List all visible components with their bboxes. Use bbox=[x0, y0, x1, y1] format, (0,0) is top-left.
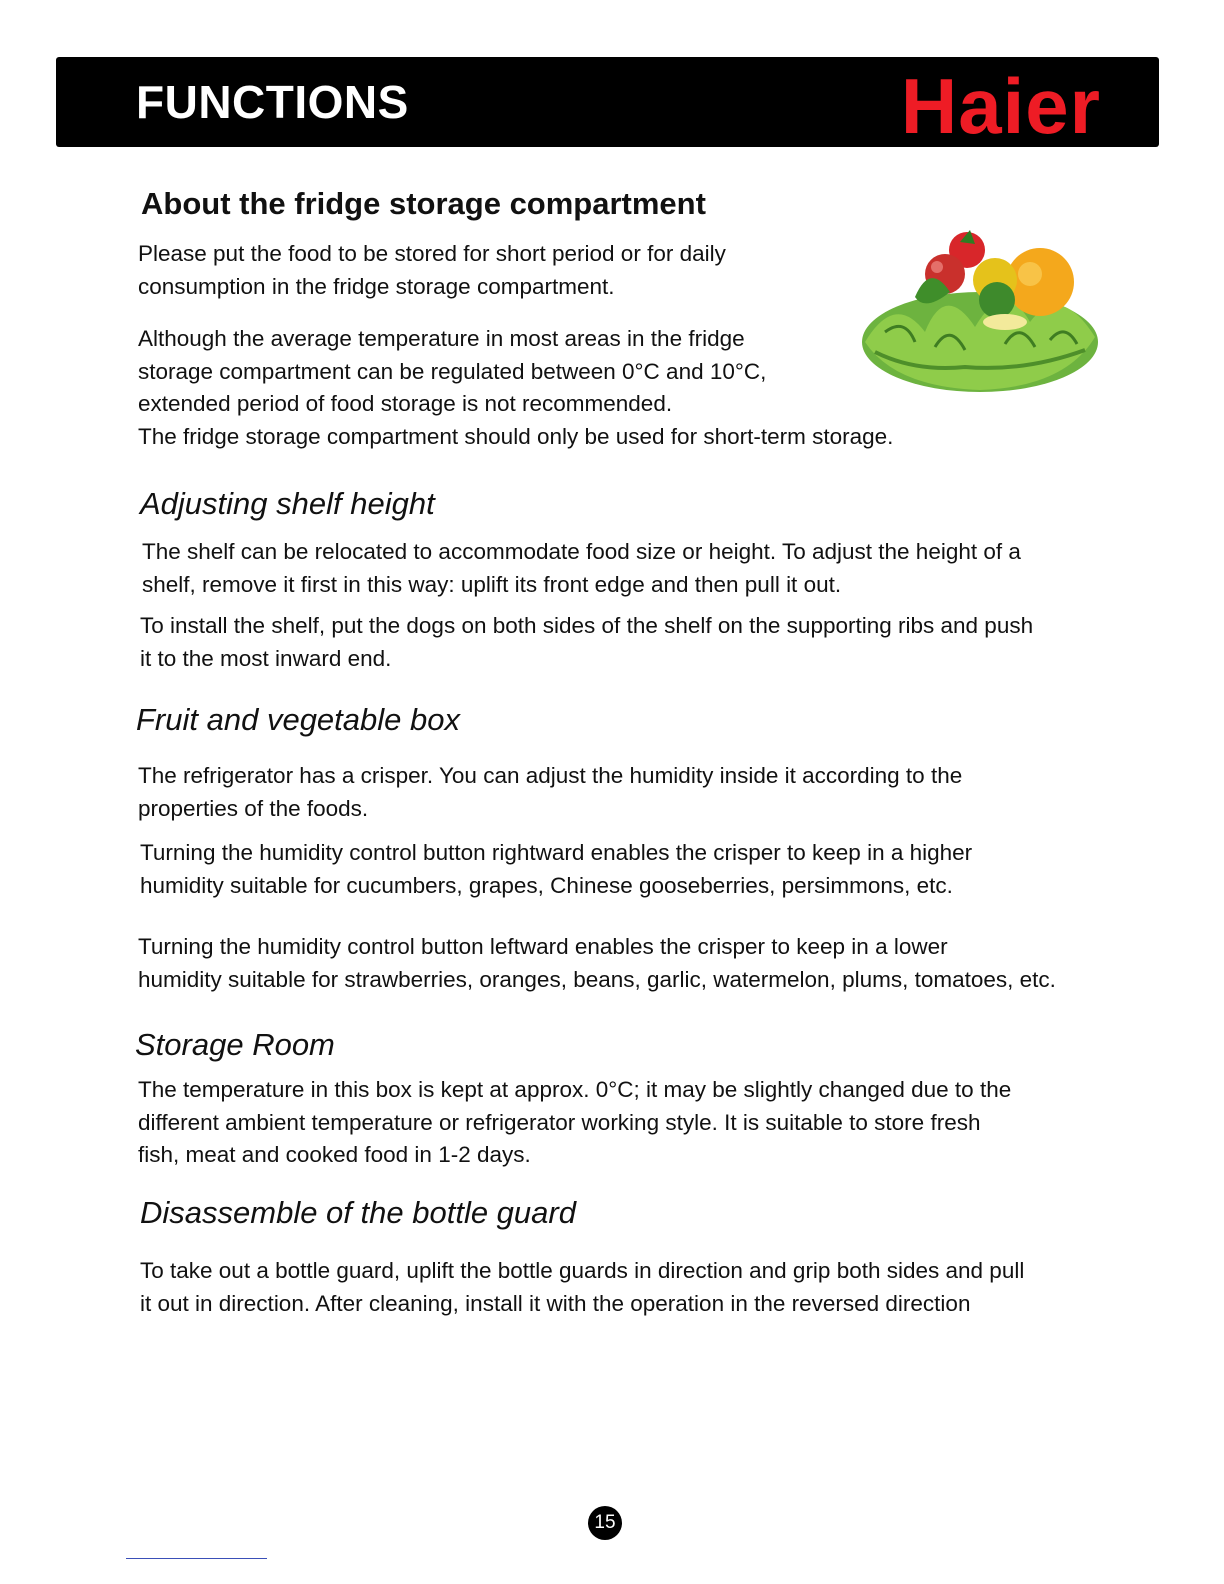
vegetables-illustration bbox=[855, 222, 1105, 398]
storage-paragraph-1: The temperature in this box is kept at approx. 0°C; it may be slightly changed due to the different ambient temperature or refrigerator working style. It is suitable to store fresh fish, meat and cooked food in 1-2 days. bbox=[138, 1077, 1012, 1167]
crisper-paragraph-1: The refrigerator has a crisper. You can adjust the humidity inside it according to the properties of the foods. bbox=[138, 763, 963, 821]
brand-logo: Haier bbox=[900, 62, 1101, 150]
section-heading-crisper: Fruit and vegetable box bbox=[136, 702, 460, 737]
crisper-paragraph-2: Turning the humidity control button rightward enables the crisper to keep in a higher humidity suitable for cucumbers, grapes, Chinese gooseberries, persimmons, etc. bbox=[140, 840, 973, 898]
section-heading-fridge: About the fridge storage compartment bbox=[141, 186, 706, 221]
shelf-paragraph-1: The shelf can be relocated to accommodate food size or height. To adjust the height of a shelf, remove it first in this way: uplift its front edge and then pull it out. bbox=[142, 539, 1021, 597]
crisper-paragraph-3: Turning the humidity control button leftward enables the crisper to keep in a lower humidity suitable for strawberries, oranges, beans, garlic, watermelon, plums, tomatoes, etc. bbox=[138, 934, 1056, 992]
page-number: 15 bbox=[588, 1506, 622, 1540]
section-heading-storage: Storage Room bbox=[135, 1027, 335, 1062]
header-bar bbox=[56, 57, 1159, 150]
section-heading-shelf: Adjusting shelf height bbox=[140, 486, 435, 521]
footer-rule bbox=[126, 1558, 267, 1559]
bottle-paragraph-1: To take out a bottle guard, uplift the bottle guards in direction and grip both sides and pull it out in direction. After cleaning, install it with the operation in the reversed direction bbox=[140, 1258, 1025, 1316]
page-title: FUNCTIONS bbox=[136, 76, 409, 128]
section-heading-bottle: Disassemble of the bottle guard bbox=[140, 1195, 576, 1230]
fridge-paragraph-1: Please put the food to be stored for short period or for daily consumption in the fridge storage compartment. bbox=[138, 241, 726, 299]
shelf-paragraph-2: To install the shelf, put the dogs on both sides of the shelf on the supporting ribs and push it to the most inward end. bbox=[140, 613, 1034, 671]
fridge-paragraph-2: Although the average temperature in most areas in the fridge storage compartment can be regulated between 0°C and 10°C, extended period of food storage is not recommended. The fridge storage compartment should only be used for short-term storage. bbox=[138, 326, 894, 449]
